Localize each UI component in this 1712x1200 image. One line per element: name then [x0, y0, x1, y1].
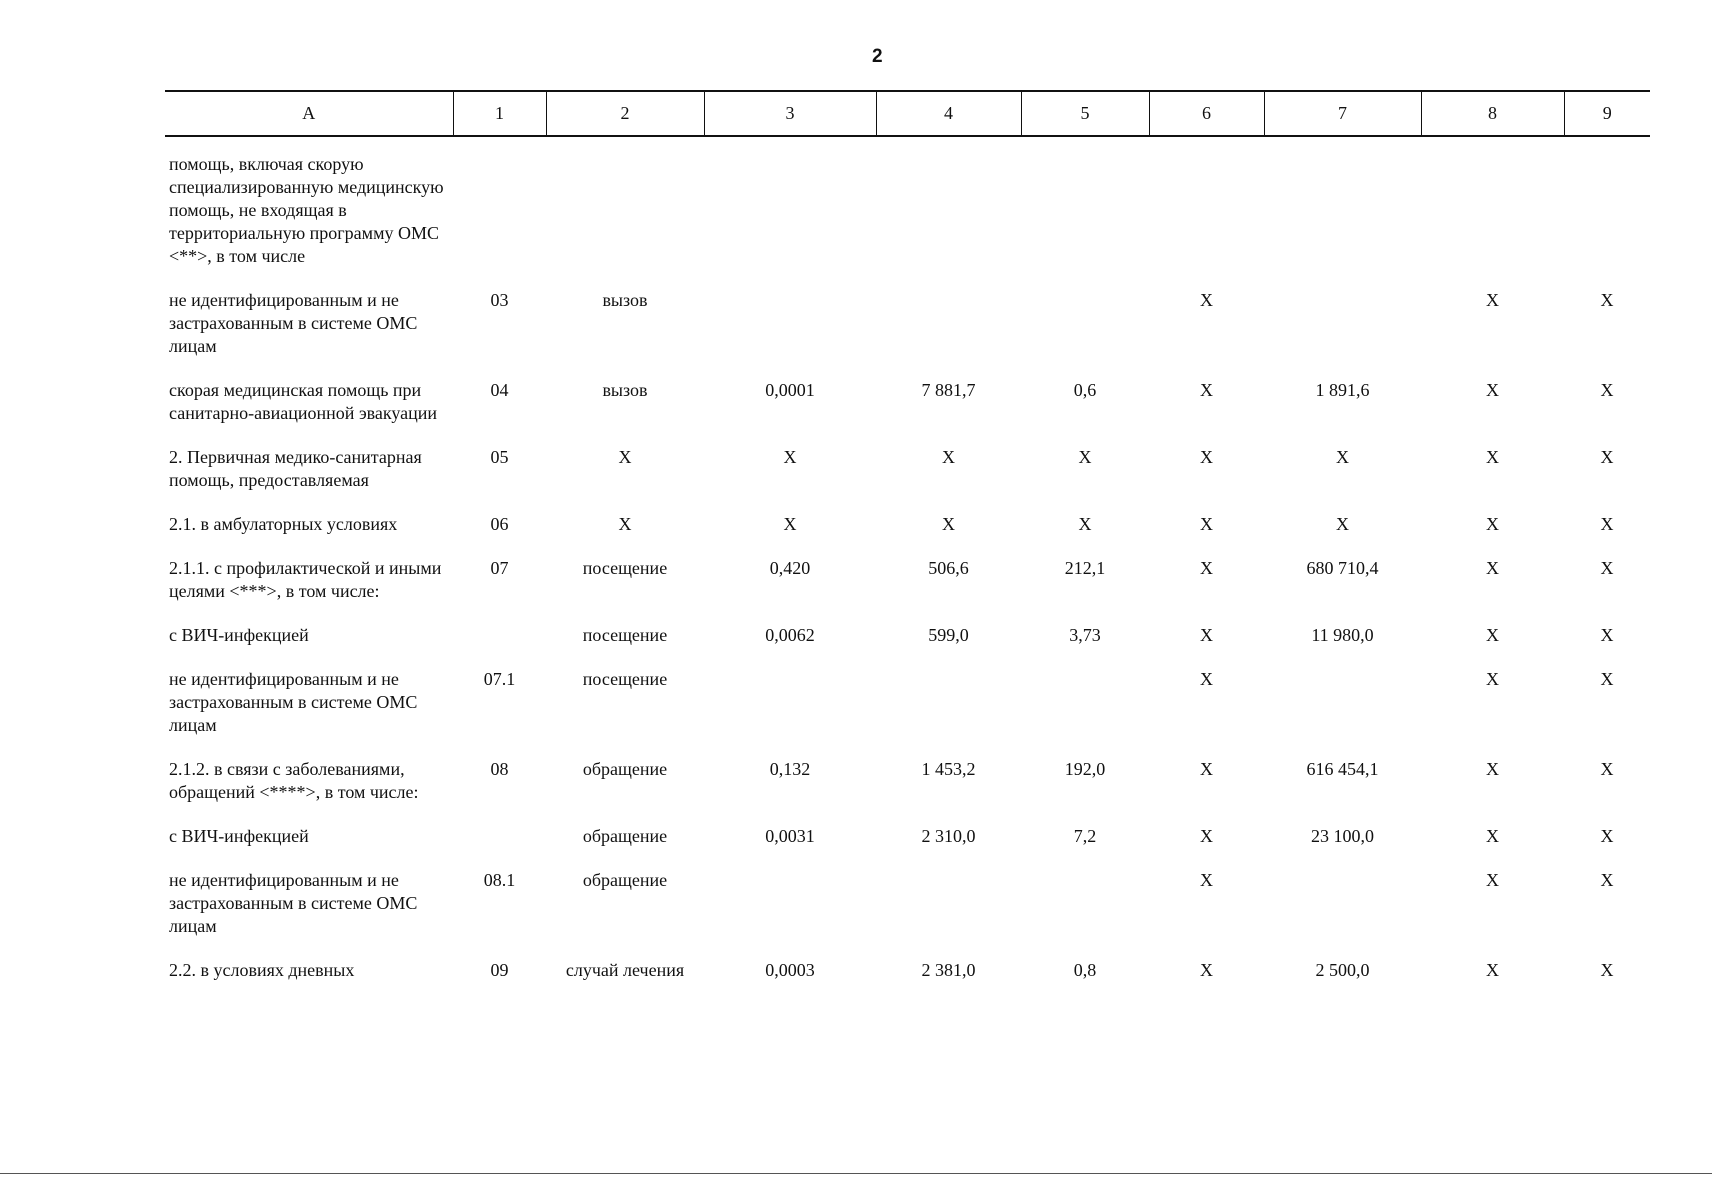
- table-cell-col-5: 192,0: [1064, 759, 1106, 779]
- column-header-2: 2: [546, 91, 704, 136]
- table-cell-col-8: X: [1486, 447, 1499, 467]
- table-header: [165, 91, 1650, 136]
- row-label-cell: не идентифицированным и не застрахованным в системе ОМС лицам: [169, 290, 418, 356]
- table-row: [165, 446, 1650, 513]
- table-cell-col-7: 23 100,0: [1311, 826, 1374, 846]
- table-cell-col-7: 616 454,1: [1306, 759, 1379, 779]
- table-cell-col-1: 07.1: [483, 669, 516, 689]
- table-cell-col-8: X: [1486, 625, 1499, 645]
- table-cell-col-7: 1 891,6: [1315, 380, 1370, 400]
- table-cell-col-1: 03: [490, 290, 509, 310]
- row-label-cell: скорая медицинская помощь при санитарно-авиационной эвакуации: [169, 380, 438, 423]
- table-cell-col-6: X: [1200, 625, 1213, 645]
- table-cell-col-3: 0,0062: [765, 625, 815, 645]
- table-cell-col-8: X: [1486, 290, 1499, 310]
- table-cell-col-9: X: [1600, 380, 1614, 400]
- table-cell-col-3: 0,0003: [765, 960, 815, 980]
- table-row: [165, 557, 1650, 624]
- table-cell-col-7: [1264, 869, 1421, 959]
- table-cell-col-3: 0,420: [769, 558, 811, 578]
- row-label-cell: помощь, включая скорую специализированную медицинскую помощь, не входящая в территориальную программу ОМС <**>, в том числе: [169, 154, 444, 266]
- row-label-cell: 2.2. в условиях дневных: [169, 960, 355, 980]
- table-cell-col-4: 2 381,0: [921, 960, 976, 980]
- table-cell-col-7: X: [1336, 447, 1349, 467]
- table-cell-col-7: 680 710,4: [1306, 558, 1379, 578]
- column-header-4: 4: [876, 91, 1021, 136]
- table-cell-col-3: [704, 289, 876, 379]
- table-body: [165, 136, 1650, 1003]
- table-cell-col-6: X: [1200, 870, 1213, 890]
- table-cell-col-2: обращение: [582, 759, 668, 779]
- table-cell-col-5: [1021, 668, 1149, 758]
- table-cell-col-9: X: [1600, 759, 1614, 779]
- table-row: [165, 379, 1650, 446]
- table-cell-col-7: 2 500,0: [1315, 960, 1370, 980]
- table-cell-col-6: X: [1200, 669, 1213, 689]
- table-row: [165, 289, 1650, 379]
- row-label-cell: 2.1.1. с профилактической и иными целями <***>, в том числе:: [169, 558, 442, 601]
- table-cell-col-7: 11 980,0: [1311, 625, 1374, 645]
- table-cell-col-8: X: [1486, 960, 1499, 980]
- row-label-cell: 2.1. в амбулаторных условиях: [169, 514, 398, 534]
- table-row: [165, 869, 1650, 959]
- table-cell-col-7: [1264, 289, 1421, 379]
- row-label-cell: с ВИЧ-инфекцией: [169, 625, 309, 645]
- row-label-cell: 2. Первичная медико-санитарная помощь, предоставляемая: [169, 447, 422, 490]
- table-cell-col-3: 0,0001: [765, 380, 815, 400]
- table-cell-col-4: [876, 136, 1021, 289]
- table-cell-col-3: X: [783, 447, 797, 467]
- table-cell-col-7: [1264, 136, 1421, 289]
- table-cell-col-4: [876, 289, 1021, 379]
- table-cell-col-9: X: [1600, 290, 1614, 310]
- table-cell-col-2: [546, 136, 704, 289]
- header-row: [165, 91, 1650, 136]
- table-cell-col-9: X: [1600, 960, 1614, 980]
- table-cell-col-4: 506,6: [928, 558, 969, 578]
- table-row: [165, 668, 1650, 758]
- column-header-1: 1: [453, 91, 546, 136]
- table-cell-col-1: 09: [490, 960, 509, 980]
- table-cell-col-3: X: [783, 514, 797, 534]
- table-cell-col-4: 599,0: [928, 625, 969, 645]
- table-cell-col-3: 0,132: [769, 759, 811, 779]
- table-cell-col-1: [453, 825, 546, 869]
- table-cell-col-1: 07: [490, 558, 509, 578]
- table-cell-col-5: [1021, 136, 1149, 289]
- table-cell-col-3: [704, 869, 876, 959]
- page-number: 2: [872, 46, 883, 67]
- table-cell-col-5: 0,8: [1073, 960, 1097, 980]
- table-cell-col-8: X: [1486, 558, 1499, 578]
- table-row: [165, 959, 1650, 1003]
- table-cell-col-5: 212,1: [1064, 558, 1106, 578]
- table-cell-col-7: [1264, 668, 1421, 758]
- table-cell-col-4: 2 310,0: [921, 826, 976, 846]
- table-cell-col-9: X: [1600, 669, 1614, 689]
- table-row: [165, 624, 1650, 668]
- table-cell-col-5: [1021, 289, 1149, 379]
- table-cell-col-6: X: [1200, 558, 1213, 578]
- table-cell-col-4: [876, 668, 1021, 758]
- row-label-cell: с ВИЧ-инфекцией: [169, 826, 309, 846]
- table-cell-col-6: X: [1200, 447, 1213, 467]
- table-row: [165, 758, 1650, 825]
- table-row: [165, 825, 1650, 869]
- table-cell-col-9: X: [1600, 870, 1614, 890]
- row-label-cell: 2.1.2. в связи с заболеваниями, обращений <****>, в том числе:: [169, 759, 419, 802]
- table-cell-col-3: 0,0031: [765, 826, 815, 846]
- row-label-cell: не идентифицированным и не застрахованным в системе ОМС лицам: [169, 669, 418, 735]
- table-cell-col-6: X: [1200, 826, 1213, 846]
- table-cell-col-2: вызов: [602, 290, 648, 310]
- bottom-rule: [0, 1173, 1712, 1174]
- table-cell-col-9: X: [1600, 447, 1614, 467]
- table-row: [165, 513, 1650, 557]
- table-cell-col-8: X: [1486, 669, 1499, 689]
- table-cell-col-2: посещение: [582, 558, 668, 578]
- table-cell-col-1: [453, 624, 546, 668]
- table-cell-col-1: 08: [490, 759, 509, 779]
- table-cell-col-9: X: [1600, 558, 1614, 578]
- table-cell-col-4: X: [942, 447, 955, 467]
- table-cell-col-1: 04: [490, 380, 509, 400]
- table-cell-col-8: X: [1486, 759, 1499, 779]
- table-cell-col-6: X: [1200, 514, 1213, 534]
- table-cell-col-2: обращение: [582, 826, 668, 846]
- row-label-cell: не идентифицированным и не застрахованным в системе ОМС лицам: [169, 870, 418, 936]
- table-cell-col-5: X: [1078, 514, 1092, 534]
- table-cell-col-5: 7,2: [1073, 826, 1097, 846]
- table-cell-col-2: вызов: [602, 380, 648, 400]
- table-cell-col-8: X: [1486, 380, 1499, 400]
- table-cell-col-7: X: [1336, 514, 1349, 534]
- column-header-8: 8: [1421, 91, 1564, 136]
- table-cell-col-2: случай лечения: [565, 960, 685, 980]
- table-cell-col-9: [1564, 136, 1650, 289]
- table-cell-col-8: X: [1486, 514, 1499, 534]
- table-cell-col-5: [1021, 869, 1149, 959]
- table-cell-col-1: 06: [490, 514, 509, 534]
- table-cell-col-6: X: [1200, 759, 1213, 779]
- column-header-6: 6: [1149, 91, 1264, 136]
- column-header-a: А: [165, 91, 453, 136]
- table-cell-col-9: X: [1600, 625, 1614, 645]
- table-cell-col-2: X: [618, 447, 632, 467]
- table-cell-col-4: [876, 869, 1021, 959]
- table-cell-col-4: 7 881,7: [921, 380, 976, 400]
- table-cell-col-5: X: [1078, 447, 1092, 467]
- column-header-5: 5: [1021, 91, 1149, 136]
- column-header-3: 3: [704, 91, 876, 136]
- table-cell-col-8: X: [1486, 870, 1499, 890]
- table-cell-col-6: X: [1200, 960, 1213, 980]
- table-cell-col-5: 3,73: [1069, 625, 1101, 645]
- table-row: [165, 136, 1650, 289]
- table-cell-col-5: 0,6: [1073, 380, 1097, 400]
- table-cell-col-4: 1 453,2: [921, 759, 976, 779]
- table-cell-col-1: 05: [490, 447, 509, 467]
- table-cell-col-2: посещение: [582, 669, 668, 689]
- table-cell-col-8: [1421, 136, 1564, 289]
- table-cell-col-2: обращение: [582, 870, 668, 890]
- table-cell-col-3: [704, 668, 876, 758]
- table-cell-col-3: [704, 136, 876, 289]
- table-cell-col-6: X: [1200, 290, 1213, 310]
- column-header-7: 7: [1264, 91, 1421, 136]
- table-cell-col-8: X: [1486, 826, 1499, 846]
- data-table: [165, 90, 1650, 1003]
- table-cell-col-2: X: [618, 514, 632, 534]
- column-header-9: 9: [1564, 91, 1650, 136]
- table-cell-col-4: X: [942, 514, 955, 534]
- table-cell-col-1: [453, 136, 546, 289]
- table-cell-col-9: X: [1600, 826, 1614, 846]
- table-cell-col-6: X: [1200, 380, 1213, 400]
- table-cell-col-2: посещение: [582, 625, 668, 645]
- table-cell-col-9: X: [1600, 514, 1614, 534]
- table-cell-col-1: 08.1: [483, 870, 516, 890]
- table-cell-col-6: [1149, 136, 1264, 289]
